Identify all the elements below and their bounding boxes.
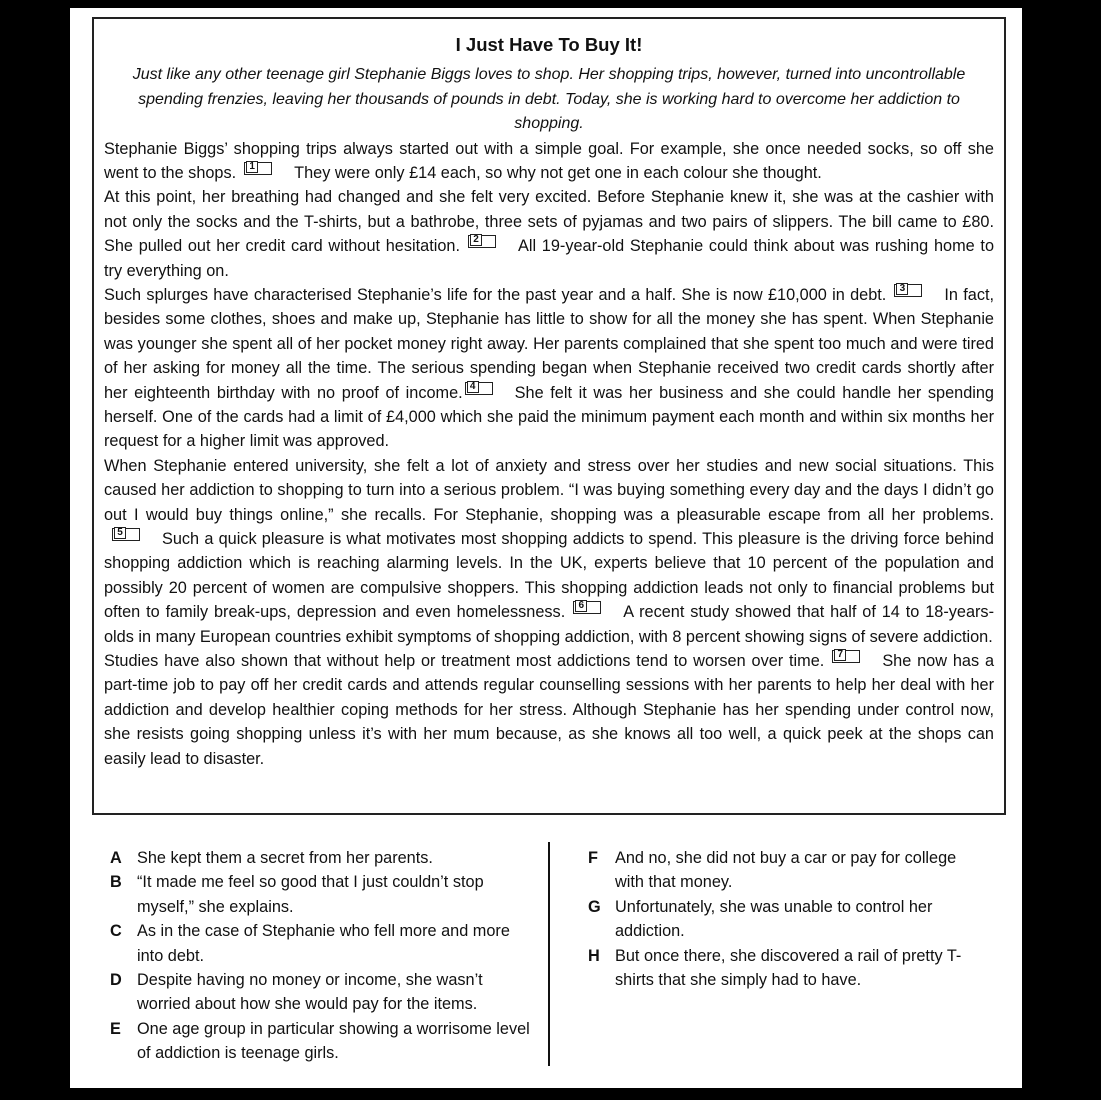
option-letter: B xyxy=(110,873,122,892)
option-letter: D xyxy=(110,971,122,990)
paragraph-text: At this point, her breathing had changed and she felt very excited. Before Stephanie knew it, she was at the cashier with not only the socks and the T-shirts, but a bathrobe, three sets of pyjamas and two pairs of slippers. The bill came to £80. She pulled out her credit card without hesitation. xyxy=(104,188,994,256)
gap-number: 3 xyxy=(896,283,908,295)
paragraph-1 xyxy=(104,137,994,186)
gap-number: 7 xyxy=(834,649,846,661)
option-text: Despite having no money or income, she wasn’t worried about how she would pay for the items. xyxy=(137,971,483,1014)
option-text: Unfortunately, she was unable to control her addiction. xyxy=(615,897,933,941)
article-intro: Just like any other teenage girl Stephanie Biggs loves to shop. Her shopping trips, however, turned into uncontrollable spending frenzies, leaving her thousands of pounds in debt. Today, she is working hard to overcome her addiction to shopping. xyxy=(132,66,966,132)
option-b[interactable] xyxy=(110,870,530,919)
option-d[interactable] xyxy=(110,968,530,1017)
paragraph-text: Such splurges have characterised Stephanie’s life for the past year and a half. She is now £10,000 in debt. xyxy=(104,285,887,304)
option-text: But once there, she discovered a rail of pretty T-shirts that she simply had to have. xyxy=(615,946,962,990)
option-e[interactable] xyxy=(110,1017,530,1066)
paragraph-text: A recent study showed that half of 14 to 18-years-olds in many European countries exhibit symptoms of shopping addiction, with 8 percent showing signs of severe addiction. xyxy=(104,603,994,646)
paragraph-5 xyxy=(104,649,994,771)
option-letter: H xyxy=(588,946,600,965)
paragraph-text: When Stephanie entered university, she felt a lot of anxiety and stress over her studies and new social situations. This caused her addiction to shopping to turn into a serious problem. “I was buying something every day and the days I didn’t go out I would buy things online,” she recalls. For Stephanie, shopping was a pleasurable escape from all her problems. xyxy=(104,456,994,524)
gap-number: 5 xyxy=(114,527,126,539)
column-divider xyxy=(548,842,550,1066)
option-letter: C xyxy=(110,922,122,941)
option-text: “It made me feel so good that I just couldn’t stop myself,” she explains. xyxy=(137,873,484,916)
answer-options xyxy=(110,846,990,1076)
option-letter: G xyxy=(588,897,601,916)
paragraph-3 xyxy=(104,283,994,454)
paragraph-text: All 19-year-old Stephanie could think about was rushing home to try everything on. xyxy=(104,237,994,280)
gap-4-answer-box[interactable] xyxy=(465,382,493,395)
option-h[interactable] xyxy=(588,944,988,993)
gap-number: 2 xyxy=(470,234,482,246)
gap-1-answer-box[interactable] xyxy=(244,162,272,175)
option-g[interactable] xyxy=(588,895,988,944)
worksheet-page xyxy=(70,8,1022,1088)
options-left-column xyxy=(110,846,530,1066)
option-text: One age group in particular showing a worrisome level of addiction is teenage girls. xyxy=(137,1019,530,1063)
gap-7-answer-box[interactable] xyxy=(832,650,860,663)
paragraph-text: Stephanie Biggs’ shopping trips always started out with a simple goal. For example, she once needed socks, so off she went to the shops. xyxy=(104,139,994,182)
option-c[interactable] xyxy=(110,919,530,968)
gap-number: 6 xyxy=(575,600,587,612)
option-letter: F xyxy=(588,849,598,867)
options-right-column xyxy=(588,846,988,992)
option-letter: A xyxy=(110,849,122,867)
article-title: I Just Have To Buy It! xyxy=(455,34,643,55)
gap-3-answer-box[interactable] xyxy=(894,284,922,297)
gap-number: 4 xyxy=(467,381,479,393)
option-text: And no, she did not buy a car or pay for college with that money. xyxy=(615,849,957,892)
gap-6-answer-box[interactable] xyxy=(573,601,601,614)
option-a[interactable] xyxy=(110,846,530,870)
paragraph-text: She felt it was her business and she could handle her spending herself. One of the cards had a limit of £4,000 which she paid the minimum payment each month and within six months her request for a higher limit was approved. xyxy=(104,383,994,451)
option-letter: E xyxy=(110,1019,121,1038)
paragraph-text: In fact, besides some clothes, shoes and make up, Stephanie has little to show for all the money she has spent. When Stephanie was younger she spent all of her pocket money right away. Her parents complained that she spent too much and were tired of her asking for money all the time. The serious spending began when Stephanie received two credit cards shortly after her eighteenth birthday with no proof of income. xyxy=(104,285,995,402)
option-f[interactable] xyxy=(588,846,988,895)
option-text: As in the case of Stephanie who fell more and more into debt. xyxy=(137,922,510,965)
gap-number: 1 xyxy=(246,161,258,173)
paragraph-2 xyxy=(104,185,994,283)
paragraph-text: They were only £14 each, so why not get one in each colour she thought. xyxy=(294,163,822,182)
gap-5-answer-box[interactable] xyxy=(112,528,140,541)
paragraph-text: She now has a part-time job to pay off her credit cards and attends regular counselling sessions with her parents to help her deal with her addiction and develop healthier coping methods for her stress. Although Stephanie has her spending under control now, she resists going shopping unless it’s with her mum because, as she knows all too well, a quick peek at the shops can easily lead to disaster. xyxy=(104,652,994,768)
gap-2-answer-box[interactable] xyxy=(468,235,496,248)
paragraph-4 xyxy=(104,454,994,649)
paragraph-text: Studies have also shown that without help or treatment most addictions tend to worsen over time. xyxy=(104,652,825,671)
reading-text-box xyxy=(92,17,1006,815)
paragraph-text: Such a quick pleasure is what motivates most shopping addicts to spend. This pleasure is the driving force behind shopping addiction which is reaching alarming levels. In the UK, experts believe that 10 percent of the population and possibly 20 percent of women are compulsive shoppers. This shopping addiction leads not only to financial problems but often to family break-ups, depression and even homelessness. xyxy=(104,530,994,622)
option-text: She kept them a secret from her parents. xyxy=(137,849,433,867)
